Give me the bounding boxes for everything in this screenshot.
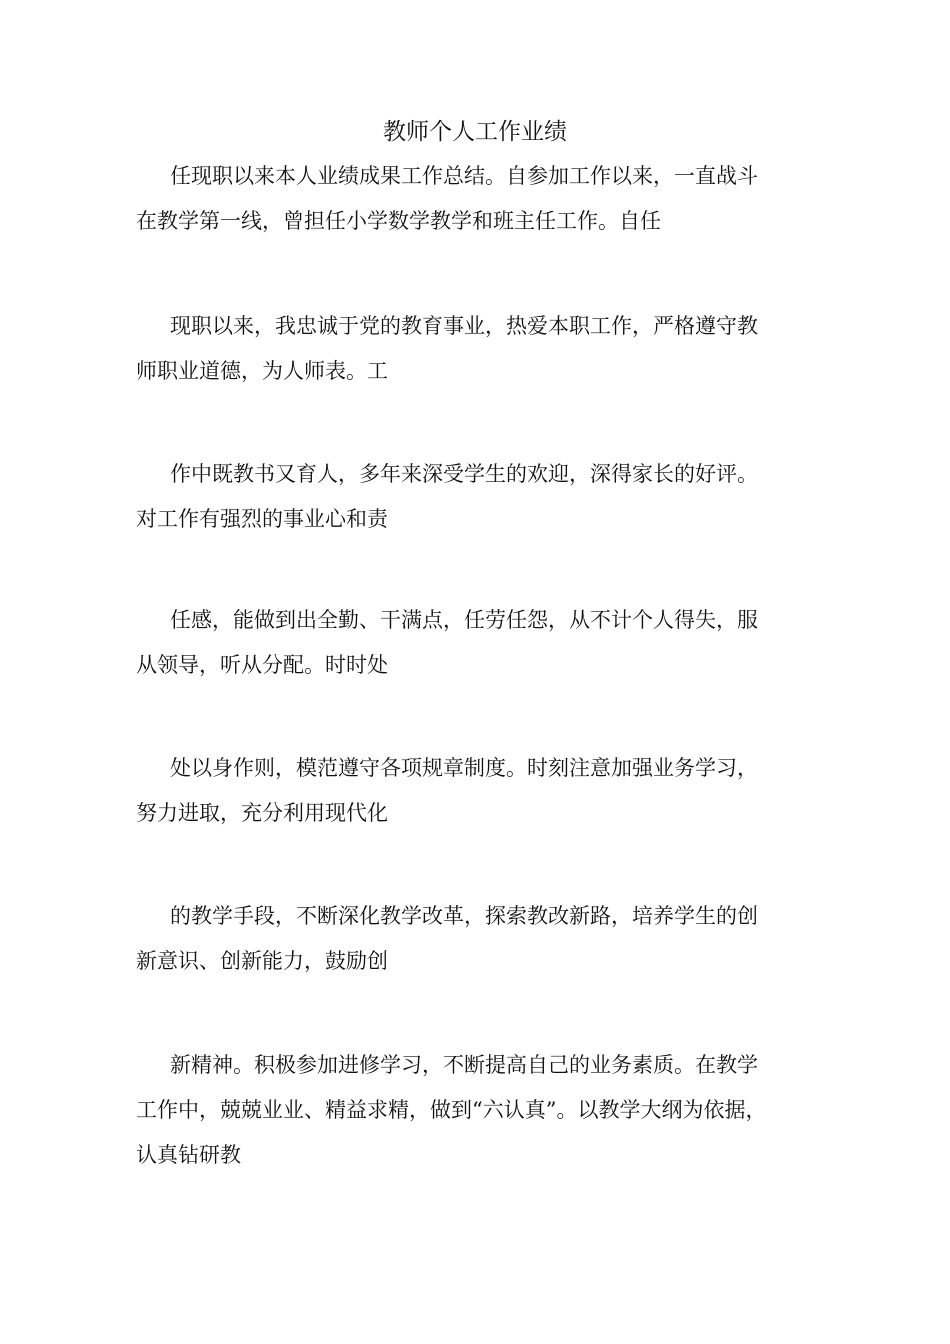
paragraph-line: 努力进取，充分利用现代化 bbox=[136, 801, 388, 825]
paragraph-1 bbox=[136, 154, 826, 244]
paragraph-line: 的教学手段，不断深化教学改革，探索教改新路，培养学生的创 bbox=[170, 904, 758, 928]
paragraph-line: 作中既教书又育人，多年来深受学生的欢迎，深得家长的好评。 bbox=[170, 462, 758, 486]
paragraph-line: 处以身作则，模范遵守各项规章制度。时刻注意加强业务学习， bbox=[170, 756, 758, 780]
paragraph-line: 师职业道德，为人师表。工 bbox=[136, 359, 388, 383]
document-title: 教师个人工作业绩 bbox=[383, 119, 567, 145]
paragraph-3 bbox=[136, 452, 826, 542]
paragraph-7 bbox=[136, 1043, 826, 1178]
paragraph-line: 任感，能做到出全勤、干满点，任劳任怨，从不计个人得失，服 bbox=[170, 608, 758, 632]
paragraph-line: 在教学第一线，曾担任小学数学教学和班主任工作。自任 bbox=[136, 209, 661, 233]
paragraph-2 bbox=[136, 304, 826, 394]
paragraph-line: 新精神。积极参加进修学习，不断提高自己的业务素质。在教学 bbox=[170, 1053, 758, 1077]
paragraph-line: 工作中，兢兢业业、精益求精，做到“六认真”。以教学大纲为依据， bbox=[136, 1098, 767, 1122]
paragraph-5 bbox=[136, 746, 826, 836]
paragraph-4 bbox=[136, 598, 826, 688]
paragraph-6 bbox=[136, 894, 826, 984]
paragraph-line: 对工作有强烈的事业心和责 bbox=[136, 507, 388, 531]
paragraph-line: 新意识、创新能力，鼓励创 bbox=[136, 949, 388, 973]
paragraph-line: 任现职以来本人业绩成果工作总结。自参加工作以来，一直战斗 bbox=[170, 164, 758, 188]
paragraph-line: 认真钻研教 bbox=[136, 1143, 241, 1167]
paragraph-line: 现职以来，我忠诚于党的教育事业，热爱本职工作，严格遵守教 bbox=[170, 314, 758, 338]
paragraph-line: 从领导，听从分配。时时处 bbox=[136, 653, 388, 677]
